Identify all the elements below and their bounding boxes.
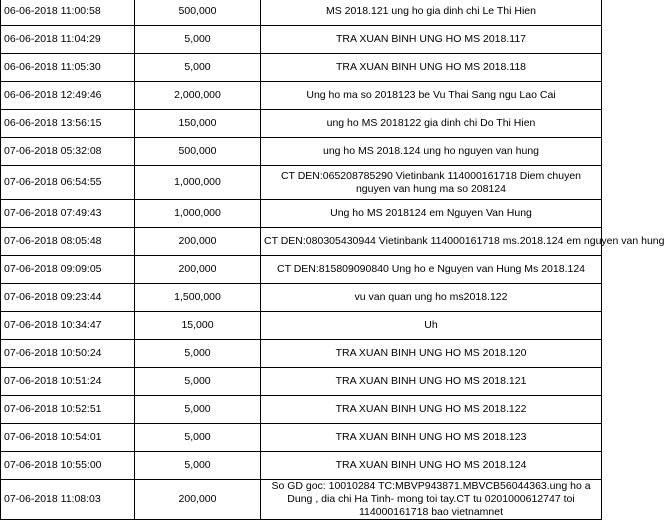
table-row [1,256,602,284]
table-row [1,82,602,110]
table-row [1,110,602,138]
transaction-date: 06-06-2018 13:56:15 [1,110,135,138]
transaction-description: ung ho MS 2018122 gia dinh chi Do Thi Hien [261,110,602,138]
transaction-description: MS 2018.121 ung ho gia dinh chi Le Thi Hien [261,0,602,26]
transaction-description: TRA XUAN BINH UNG HO MS 2018.117 [261,26,602,54]
transaction-date: 07-06-2018 05:32:08 [1,138,135,166]
transaction-description: Uh [261,312,602,340]
transaction-date: 06-06-2018 11:05:30 [1,54,135,82]
transaction-description: TRA XUAN BINH UNG HO MS 2018.121 [261,368,602,396]
table-row [1,452,602,480]
transaction-amount: 5,000 [135,452,261,480]
transaction-amount: 1,000,000 [135,166,261,200]
table-row [1,340,602,368]
table-row [1,368,602,396]
table-row [1,312,602,340]
transaction-date: 07-06-2018 10:55:00 [1,452,135,480]
table-row [1,26,602,54]
transaction-amount: 200,000 [135,256,261,284]
transaction-amount: 5,000 [135,340,261,368]
transaction-description: TRA XUAN BINH UNG HO MS 2018.118 [261,54,602,82]
table-row [1,54,602,82]
transaction-amount: 5,000 [135,26,261,54]
table-row [1,396,602,424]
transaction-date: 07-06-2018 11:08:03 [1,480,135,520]
transaction-date: 07-06-2018 10:51:24 [1,368,135,396]
transaction-description: CT DEN:815809090840 Ung ho e Nguyen van Hung Ms 2018.124 [261,256,602,284]
transaction-date: 07-06-2018 08:05:48 [1,228,135,256]
table-row [1,138,602,166]
transaction-amount: 200,000 [135,480,261,520]
transaction-description: CT DEN:065208785290 Vietinbank 114000161718 Diem chuyen nguyen van hung ma so 208124 [261,166,602,200]
transaction-date: 07-06-2018 07:49:43 [1,200,135,228]
transaction-date: 07-06-2018 06:54:55 [1,166,135,200]
transaction-date: 07-06-2018 09:09:05 [1,256,135,284]
transaction-description: So GD goc: 10010284 TC:MBVP943871.MBVCB56044363.ung ho a Dung , dia chi Ha Tinh- mong toi tay.CT tu 0201000612747 toi 114000161718 bao vietnamnet [261,480,602,520]
transaction-date: 07-06-2018 10:52:51 [1,396,135,424]
table-row [1,200,602,228]
table-row [1,284,602,312]
transaction-description: CT DEN:080305430944 Vietinbank 114000161718 ms.2018.124 em nguyen van hung [261,228,602,256]
transaction-amount: 5,000 [135,54,261,82]
transaction-amount: 1,500,000 [135,284,261,312]
transaction-amount: 5,000 [135,424,261,452]
transaction-amount: 2,000,000 [135,82,261,110]
transaction-date: 07-06-2018 10:34:47 [1,312,135,340]
transaction-description: TRA XUAN BINH UNG HO MS 2018.120 [261,340,602,368]
transaction-date: 07-06-2018 10:54:01 [1,424,135,452]
table-row [1,166,602,200]
transaction-amount: 500,000 [135,0,261,26]
transaction-amount: 5,000 [135,368,261,396]
table-row [1,480,602,520]
transaction-description: TRA XUAN BINH UNG HO MS 2018.124 [261,452,602,480]
transaction-description: Ung ho MS 2018124 em Nguyen Van Hung [261,200,602,228]
transaction-date: 06-06-2018 11:04:29 [1,26,135,54]
transaction-amount: 150,000 [135,110,261,138]
transaction-description: TRA XUAN BINH UNG HO MS 2018.123 [261,424,602,452]
transaction-amount: 200,000 [135,228,261,256]
transaction-description: TRA XUAN BINH UNG HO MS 2018.122 [261,396,602,424]
transaction-amount: 1,000,000 [135,200,261,228]
transaction-date: 06-06-2018 11:00:58 [1,0,135,26]
table-row [1,424,602,452]
table-row [1,0,602,26]
transaction-description: vu van quan ung ho ms2018.122 [261,284,602,312]
transaction-description: Ung ho ma so 2018123 be Vu Thai Sang ngu Lao Cai [261,82,602,110]
transaction-description: ung ho MS 2018.124 ung ho nguyen van hung [261,138,602,166]
transaction-amount: 15,000 [135,312,261,340]
transaction-date: 06-06-2018 12:49:46 [1,82,135,110]
transaction-date: 07-06-2018 09:23:44 [1,284,135,312]
table-row [1,228,602,256]
transaction-amount: 500,000 [135,138,261,166]
transaction-amount: 5,000 [135,396,261,424]
transaction-date: 07-06-2018 10:50:24 [1,340,135,368]
